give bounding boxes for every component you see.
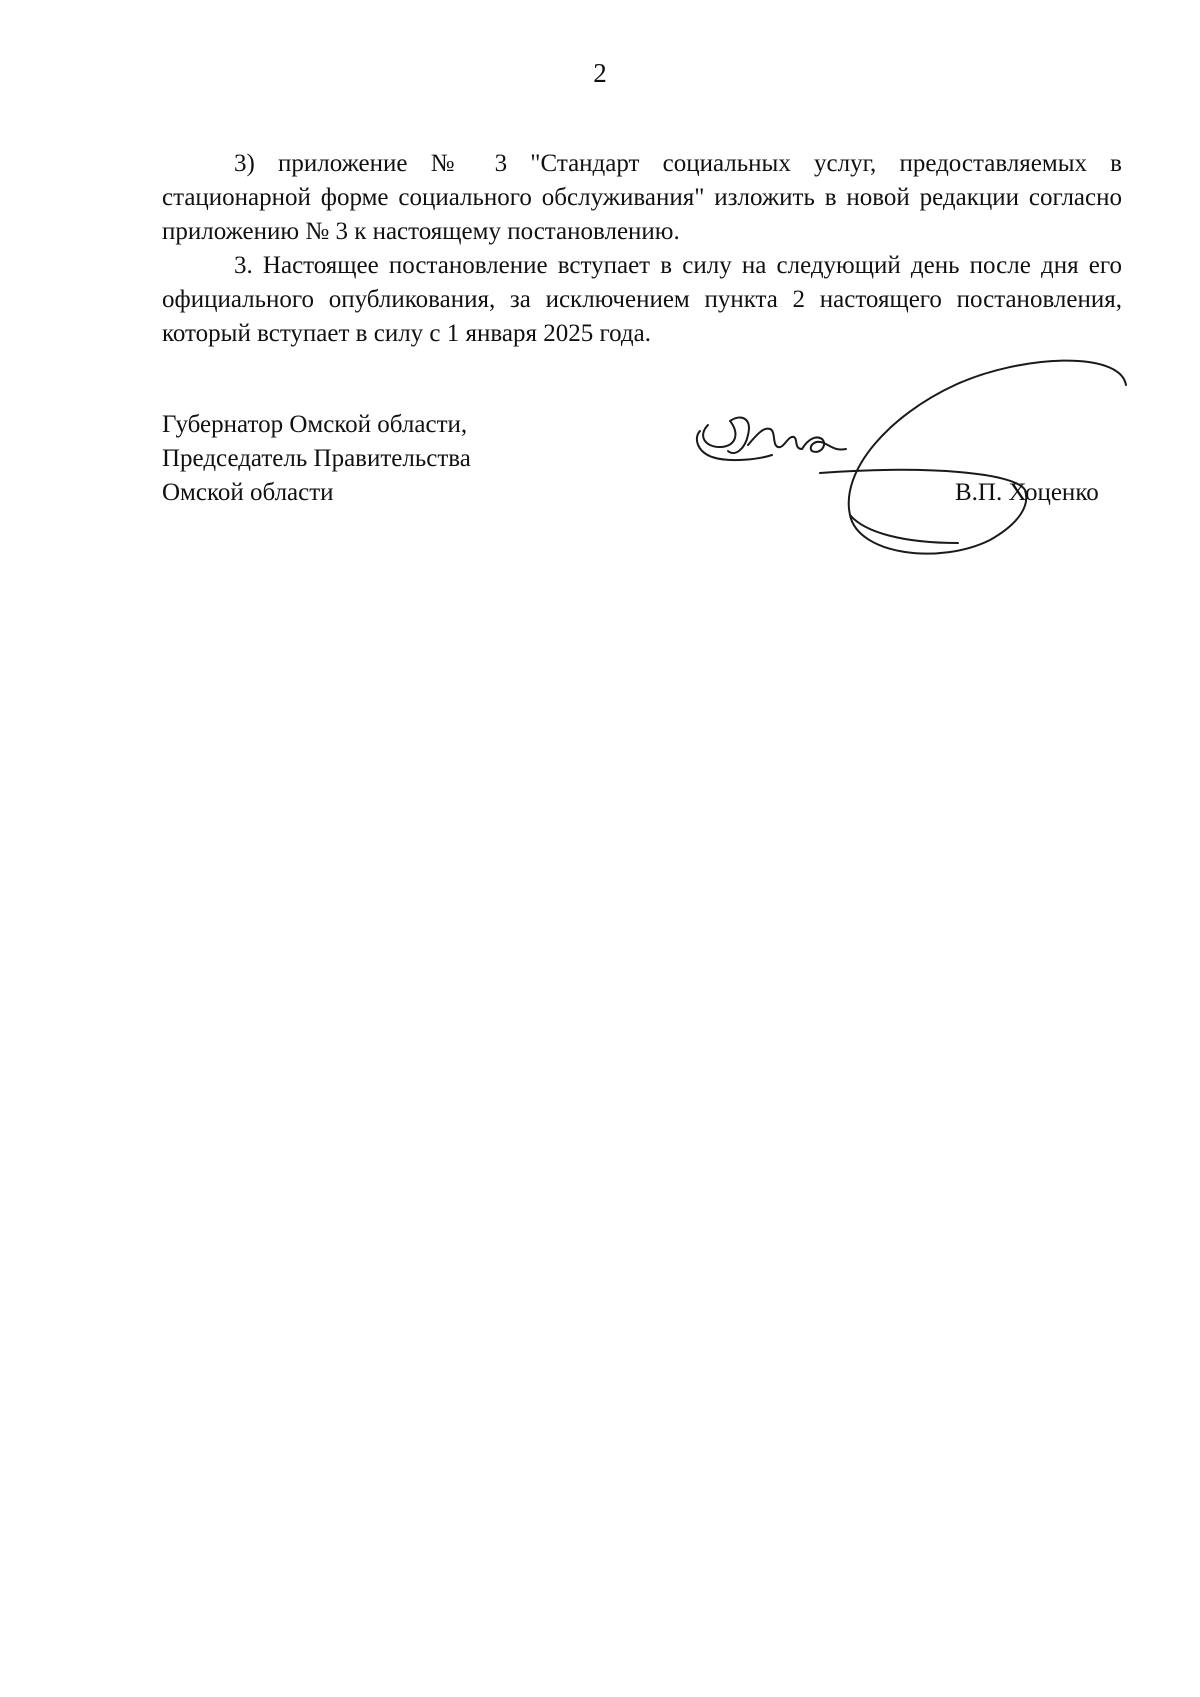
signatory-position — [162, 408, 471, 510]
signer-name: В.П. Хоценко — [955, 479, 1099, 506]
position-line: Председатель Правительства — [162, 445, 471, 472]
page-number: 2 — [593, 58, 607, 88]
position-line: Губернатор Омской области, — [162, 411, 468, 438]
handwritten-signature — [690, 355, 1130, 570]
paragraph-annex-3: 3) приложение № 3 "Стандарт социальных услуг, предоставляемых в стационарной форме социального обслуживания" изложить в новой редакции согласно приложению № 3 к настоящему постановлению. — [162, 150, 1122, 245]
position-line: Омской области — [162, 479, 334, 506]
paragraph-effective-date: 3. Настоящее постановление вступает в силу на следующий день после дня его официального опубликования, за исключением пункта 2 настоящего постановления, который вступает в силу с 1 января 2025 года. — [162, 252, 1122, 347]
document-body — [162, 147, 1122, 351]
